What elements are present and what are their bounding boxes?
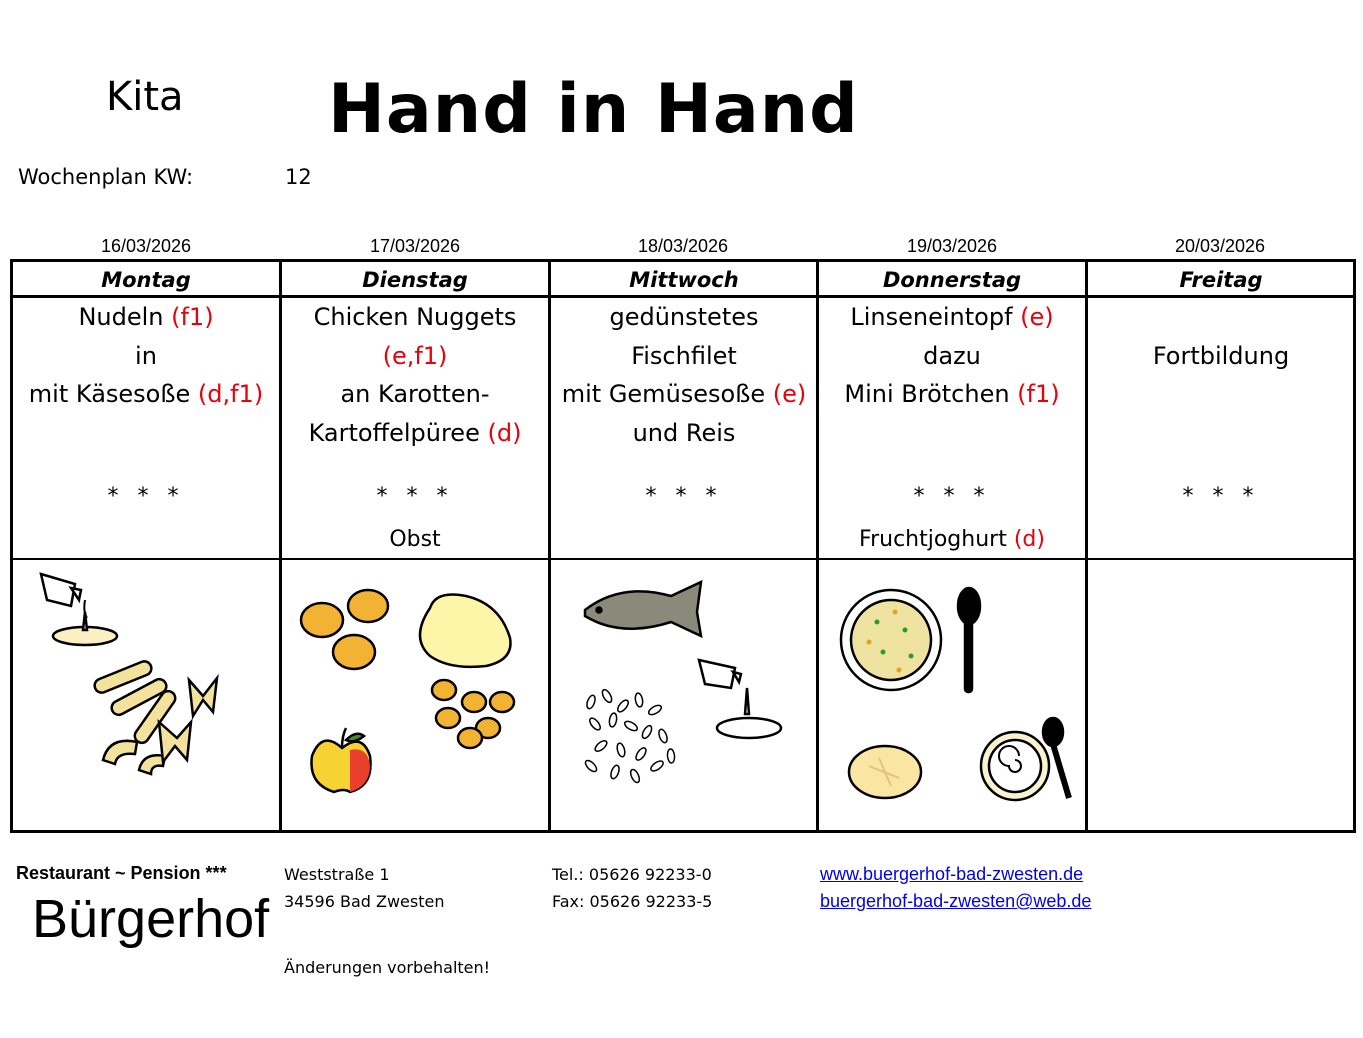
meal-line: an Karotten- [340, 380, 490, 408]
date-montag: 16/03/2026 [100, 236, 192, 256]
page-title: Hand in Hand [328, 70, 859, 149]
allergen-code: (e) [772, 380, 807, 408]
allergen-code: (d) [487, 418, 522, 447]
date-dienstag: 17/03/2026 [369, 236, 461, 256]
day-name-montag: Montag [101, 268, 191, 292]
allergen-code: (d) [1013, 527, 1045, 552]
date-mittwoch: 18/03/2026 [637, 236, 729, 256]
footer-logo: Bürgerhof [32, 889, 270, 949]
dessert-dienstag: Obst [389, 527, 441, 552]
meal-line: Kartoffelpüree (d) [308, 418, 522, 447]
footer-note: Änderungen vorbehalten! [284, 958, 491, 977]
pasta-cheese-icon [13, 560, 279, 830]
menu-grid [10, 259, 1356, 833]
kita-label: Kita [106, 74, 184, 120]
date-freitag: 20/03/2026 [1174, 236, 1266, 256]
footer-tel: Tel.: 05626 92233-0 [552, 865, 712, 884]
dessert-donnerstag: Fruchtjoghurt (d) [859, 527, 1045, 552]
meal-line: Linseneintopf (e) [850, 303, 1054, 331]
meal-mittwoch [551, 298, 817, 452]
separator-stars: * * * [1182, 484, 1260, 509]
meal-line: Fortbildung [1152, 341, 1290, 370]
footer-tagline: Restaurant ~ Pension *** [16, 863, 227, 883]
wochenplan-label: Wochenplan KW: [18, 165, 194, 189]
meal-dienstag [282, 298, 548, 452]
footer-website-link[interactable]: www.buergerhof-bad-zwesten.de [820, 864, 1084, 884]
meal-donnerstag [819, 298, 1085, 414]
allergen-code: (f1) [1017, 380, 1060, 408]
date-donnerstag: 19/03/2026 [906, 236, 998, 256]
meal-freitag [1088, 298, 1354, 375]
meal-line: in [135, 341, 157, 370]
footer-street: Weststraße 1 [284, 865, 390, 884]
day-name-donnerstag: Donnerstag [882, 268, 1022, 292]
meal-line: gedünstetes [609, 303, 759, 331]
day-name-mittwoch: Mittwoch [629, 268, 739, 292]
footer-fax: Fax: 05626 92233-5 [552, 892, 713, 911]
allergen-code: (e) [1020, 303, 1054, 331]
allergen-code: (d,f1) [197, 380, 264, 408]
allergen-code: (f1) [171, 303, 214, 331]
meal-line: mit Käsesoße (d,f1) [28, 380, 264, 408]
meal-line: Mini Brötchen (f1) [844, 380, 1060, 408]
meal-line: Nudeln (f1) [78, 303, 214, 331]
footer-email-link[interactable]: buergerhof-bad-zwesten@web.de [820, 891, 1092, 911]
wochenplan-week-number: 12 [285, 165, 312, 189]
day-name-freitag: Freitag [1179, 268, 1263, 292]
meal-line: und Reis [632, 418, 736, 447]
meal-line: dazu [923, 341, 981, 370]
meal-line: Fischfilet [631, 341, 737, 370]
separator-stars: * * * [107, 484, 185, 509]
day-name-dienstag: Dienstag [362, 268, 468, 292]
separator-stars: * * * [645, 484, 723, 509]
footer-city: 34596 Bad Zwesten [284, 892, 445, 911]
soup-bread-yogurt-icon [819, 560, 1085, 830]
fish-rice-sauce-icon [551, 560, 817, 830]
allergen-code: (e,f1) [382, 341, 448, 370]
meal-line: Chicken Nuggets (e,f1) [313, 303, 517, 370]
separator-stars: * * * [376, 484, 454, 509]
nuggets-puree-apple-icon [282, 560, 548, 830]
separator-stars: * * * [913, 484, 991, 509]
meal-line: mit Gemüsesoße (e) [561, 380, 807, 408]
meal-line [1088, 298, 1354, 337]
meal-montag [13, 298, 279, 414]
